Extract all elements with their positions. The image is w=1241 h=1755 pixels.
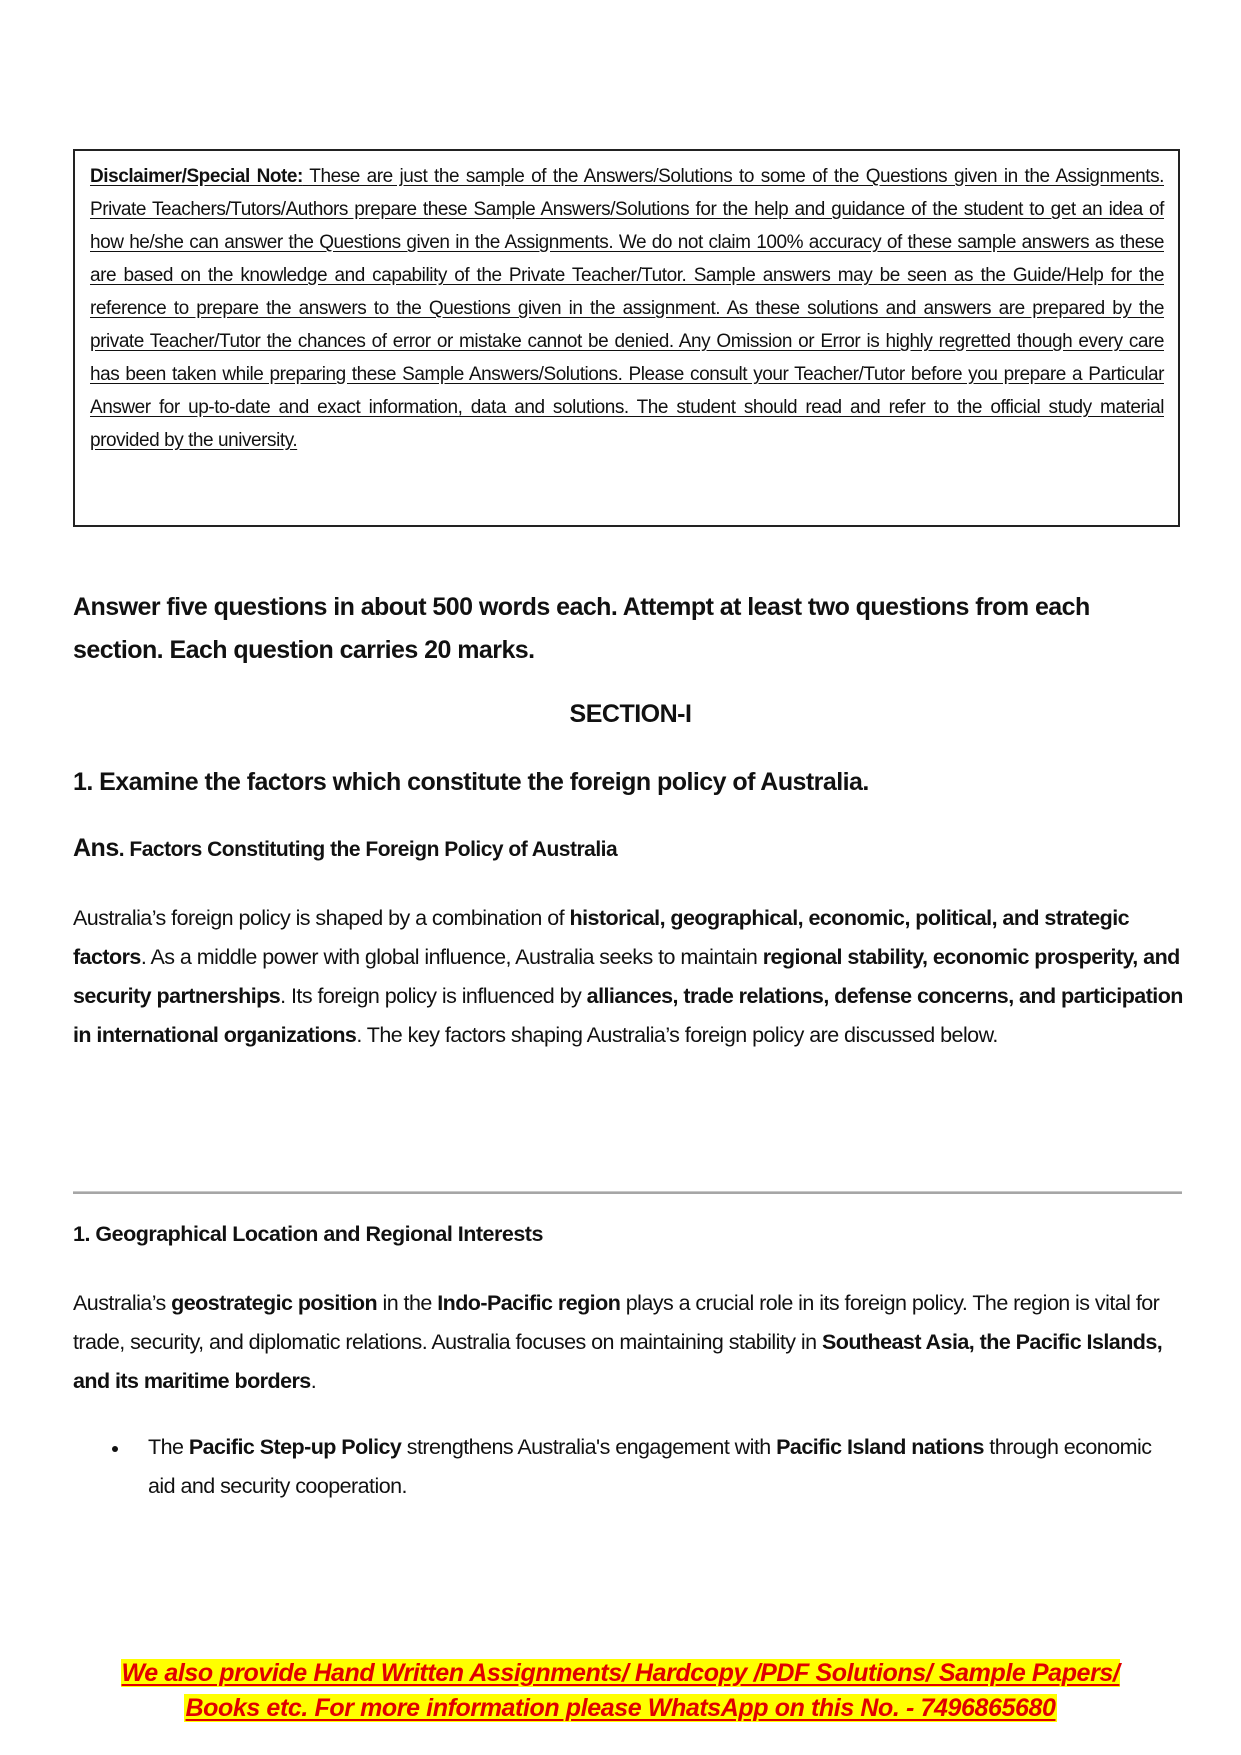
promo-footer xyxy=(0,1656,1241,1726)
bold-text-run: Pacific Island nations xyxy=(776,1435,984,1459)
disclaimer-body: These are just the sample of the Answers/Solutions to some of the Questions given in the Assignments. Private Teachers/Tutors/Authors prepare these Sample Answers/Solutions for the help and guidance of the student to get an idea of how he/she can answer the Questions given in the Assignments. We do not claim 100% accuracy of these sample answers as these are based on the knowledge and capability of the Private Teacher/Tutor. Sample answers may be seen as the Guide/Help for the reference to prepare the answers to the Questions given in the assignment. As these solutions and answers are prepared by the private Teacher/Tutor the chances of error or mistake cannot be denied. Any Omission or Error is highly regretted though every care has been taken while preparing these Sample Answers/Solutions. Please consult your Teacher/Tutor before you prepare a Particular Answer for up-to-date and exact information, data and solutions. The student should read and refer to the official study material provided by the university. xyxy=(90,166,1164,451)
bold-text-run: historical, geographical, economic, political, and strategic factors xyxy=(73,906,1130,969)
instructions: Answer five questions in about 500 words each. Attempt at least two questions from each section. Each question carries 20 marks. xyxy=(73,593,1090,664)
horizontal-divider xyxy=(73,1191,1182,1194)
answer-separator: . xyxy=(118,838,130,861)
subheading-geography: 1. Geographical Location and Regional Interests xyxy=(73,1222,543,1246)
disclaimer-text xyxy=(90,160,1164,457)
disclaimer-label: Disclaimer/Special Note: xyxy=(90,166,303,187)
bold-text-run: regional stability, economic prosperity, and security partnerships xyxy=(73,945,1180,1008)
answer-title: Factors Constituting the Foreign Policy of Australia xyxy=(129,838,618,861)
text-run: . The key factors shaping Australia’s foreign policy are discussed below. xyxy=(356,1023,998,1047)
text-run: in the xyxy=(377,1291,438,1315)
text-run: Australia’s xyxy=(73,1291,172,1315)
bold-text-run: geostrategic position xyxy=(171,1291,378,1315)
text-run: . As a middle power with global influence, Australia seeks to maintain xyxy=(140,945,763,969)
answer-heading xyxy=(73,834,1183,863)
text-run: . xyxy=(310,1369,317,1393)
bold-text-run: Southeast Asia, the Pacific Islands, and its maritime borders xyxy=(73,1330,1163,1393)
text-run: Australia’s foreign policy is shaped by a combination of xyxy=(73,906,570,930)
answer-label: Ans xyxy=(73,834,119,862)
disclaimer-box xyxy=(73,149,1180,527)
intro-paragraph xyxy=(73,899,1188,1055)
text-run: plays a crucial role in its foreign policy. The region is vital for trade, security, and diplomatic relations. Australia focuses on maintaining stability in xyxy=(73,1291,1160,1354)
bullet-icon xyxy=(112,1446,118,1452)
text-run: . Its foreign policy is influenced by xyxy=(280,984,587,1008)
bold-text-run: alliances, trade relations, defense concerns, and participation in international organizations xyxy=(73,984,1183,1047)
list-item xyxy=(73,1428,1183,1506)
bold-text-run: Indo-Pacific region xyxy=(437,1291,621,1315)
geography-paragraph xyxy=(73,1284,1188,1401)
list-item-text xyxy=(148,1435,1151,1498)
bullet-list xyxy=(73,1428,1183,1506)
promo-line-1: We also provide Hand Written Assignments/ Hardcopy /PDF Solutions/ Sample Papers/ xyxy=(121,1659,1120,1687)
text-run: strengthens Australia's engagement with xyxy=(401,1435,777,1459)
text-run: through economic aid and security cooperation. xyxy=(148,1435,1152,1498)
text-run: The xyxy=(148,1435,189,1459)
question-heading: 1. Examine the factors which constitute the foreign policy of Australia. xyxy=(73,768,869,796)
bold-text-run: Pacific Step-up Policy xyxy=(188,1435,402,1459)
section-title: SECTION-I xyxy=(569,700,692,728)
promo-line-2: Books etc. For more information please WhatsApp on this No. - 7496865680 xyxy=(185,1694,1056,1722)
